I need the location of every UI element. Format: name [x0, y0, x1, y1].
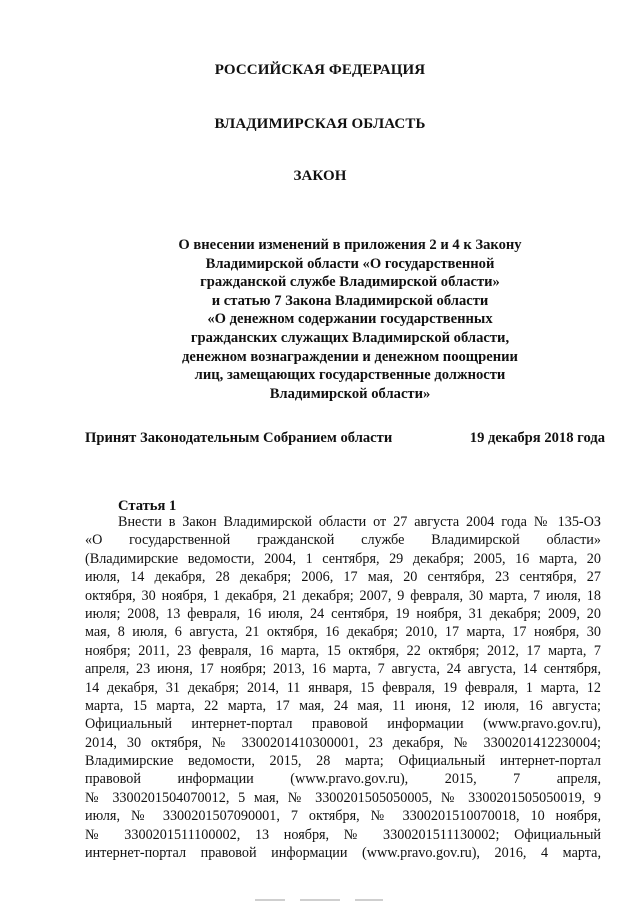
article-line: апреля, 23 июня, 17 ноября; 2013, 16 марта, 7 августа, 24 августа, 14 сентября, — [85, 661, 601, 678]
document-type-heading: ЗАКОН — [293, 168, 347, 184]
law-title-line: гражданской службе Владимирской области» — [200, 274, 500, 291]
article-line: октября, 30 ноября, 1 декабря, 21 декабря; 2007, 9 февраля, 30 марта, 7 июля, 18 — [85, 587, 601, 604]
law-title — [80, 236, 620, 403]
article-title: Статья 1 — [118, 498, 177, 514]
article-line: Владимирские ведомости, 2015, 28 марта; Официальный интернет-портал — [85, 753, 601, 770]
scan-mark — [355, 899, 383, 901]
law-title-line: Владимирской области» — [269, 385, 431, 402]
article-line: марта, 15 марта, 22 марта, 17 мая, 24 мая, 11 июня, 12 июля, 16 августа; — [85, 697, 601, 714]
article-line: мая, 8 июля, 6 августа, 21 октября, 16 декабря; 2010, 17 марта, 17 ноября, 30 — [85, 624, 601, 641]
article-line: июля, 14 декабря, 28 декабря; 2006, 17 мая, 20 сентября, 23 сентября, 27 — [85, 569, 601, 586]
article-line: № 3300201504070012, 5 мая, № 3300201505050005, № 3300201505050019, 9 — [85, 789, 601, 806]
article-line: 2014, 30 октября, № 3300201410300001, 23 декабря, № 3300201412230004; — [85, 734, 601, 751]
law-title-line: Владимирской области «О государственной — [205, 255, 495, 272]
article-line: (Владимирские ведомости, 2004, 1 сентября, 29 декабря; 2005, 16 марта, 20 — [85, 550, 601, 567]
law-title-line: гражданских служащих Владимирской области, — [190, 329, 510, 346]
adopted-by: Принят Законодательным Собранием области — [85, 430, 393, 446]
article-line: интернет-портал правовой информации (www.pravo.gov.ru), 2016, 4 марта, — [85, 845, 601, 862]
article-line: правовой информации (www.pravo.gov.ru), 2015, 7 апреля, — [85, 771, 601, 788]
article-line: 14 декабря, 31 декабря; 2014, 11 января, 15 февраля, 19 февраля, 1 марта, 12 — [85, 679, 601, 696]
scan-edge-marks — [0, 897, 640, 905]
region-heading: ВЛАДИМИРСКАЯ ОБЛАСТЬ — [214, 116, 426, 132]
article-line: июля; 2008, 13 февраля, 16 июля, 24 сентября, 19 ноября, 31 декабря; 2009, 20 — [85, 605, 601, 622]
law-title-line: денежном вознаграждении и денежном поощрении — [182, 348, 518, 365]
law-title-line: «О денежном содержании государственных — [207, 311, 493, 328]
law-title-line: О внесении изменений в приложения 2 и 4 к Закону — [178, 237, 522, 253]
article-line: № 3300201511100002, 13 ноября, № 3300201511130002; Официальный — [85, 826, 601, 843]
law-title-line: лиц, замещающих государственные должности — [194, 367, 506, 384]
article-line: Внести в Закон Владимирской области от 27 августа 2004 года № 135-ОЗ — [118, 514, 601, 530]
article-body — [85, 513, 601, 862]
article-line: «О государственной гражданской службе Владимирской области» — [85, 532, 601, 549]
country-heading: РОССИЙСКАЯ ФЕДЕРАЦИЯ — [214, 62, 426, 78]
article-line: июля, № 3300201507090001, 7 октября, № 3300201510070018, 10 ноября, — [85, 808, 601, 825]
article-line: ноября; 2011, 23 февраля, 16 марта, 15 октября, 22 октября; 2012, 17 марта, 7 — [85, 642, 601, 659]
adoption-date: 19 декабря 2018 года — [469, 430, 605, 446]
scan-mark — [255, 899, 285, 901]
scan-mark — [300, 899, 340, 901]
article-line: Официальный интернет-портал правовой информации (www.pravo.gov.ru), — [85, 716, 601, 733]
law-title-line: и статью 7 Закона Владимирской области — [211, 292, 489, 309]
